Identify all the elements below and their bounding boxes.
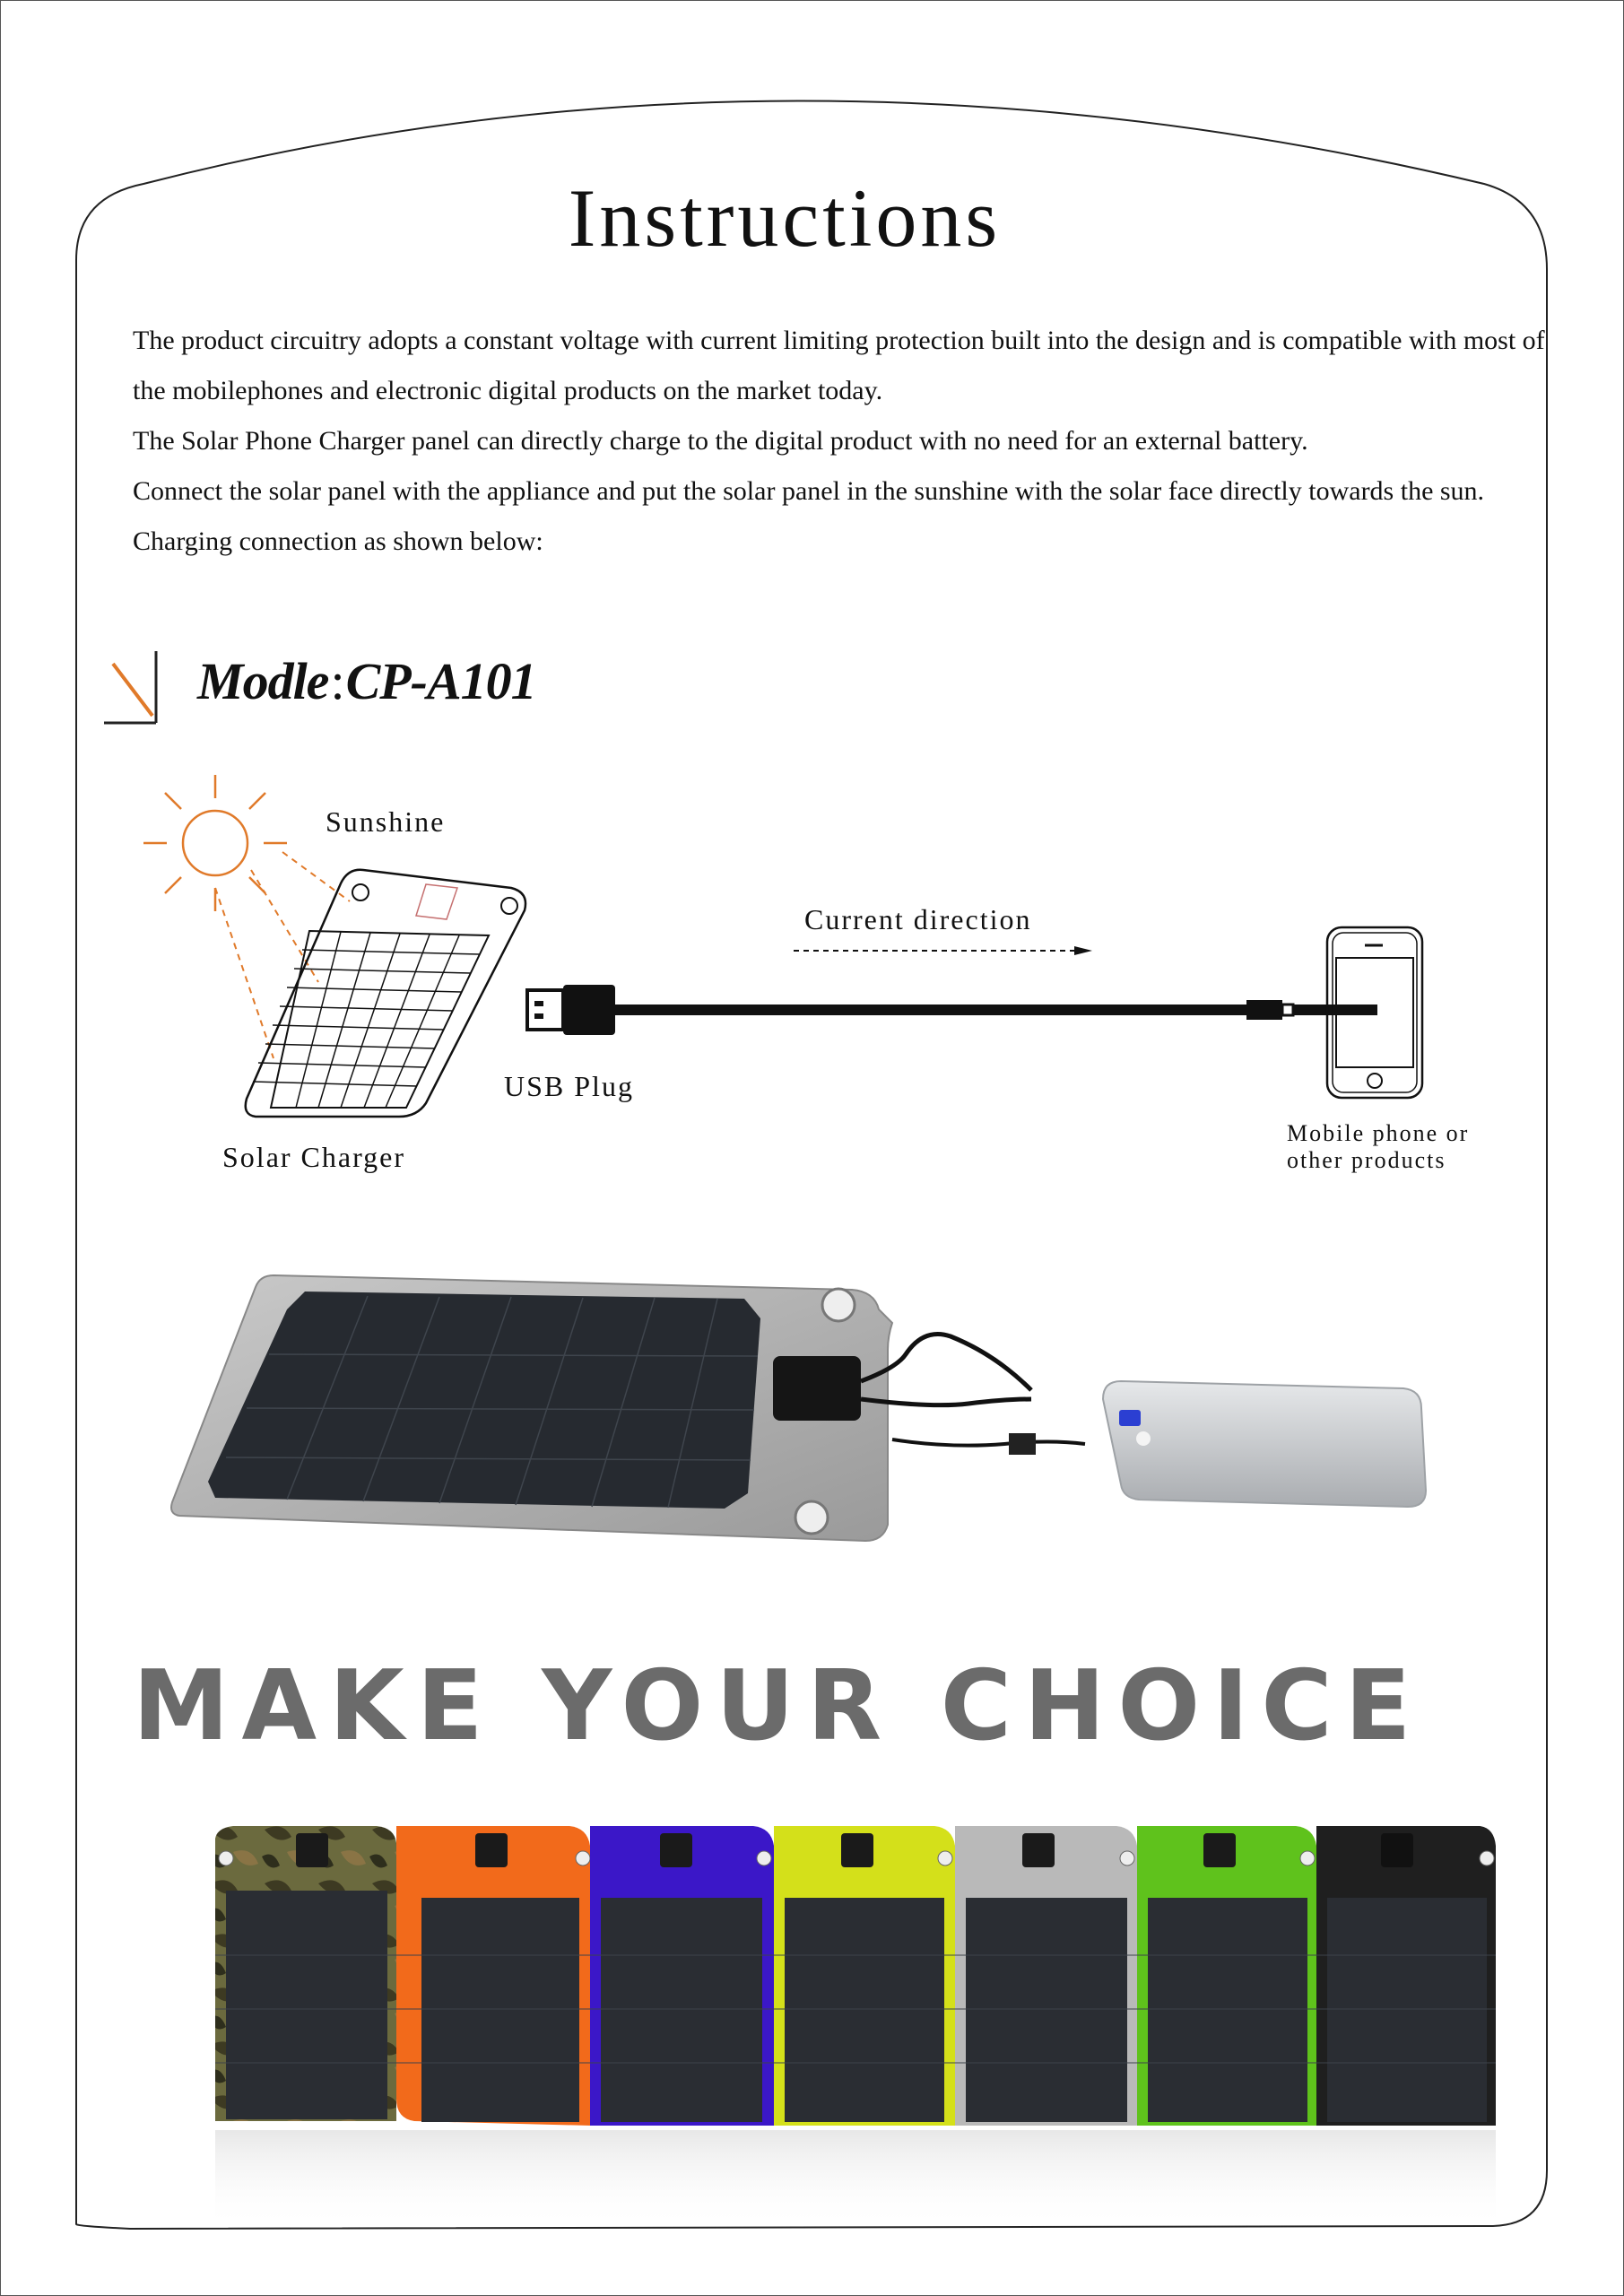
arrow-right-icon (794, 946, 1092, 955)
variant-gray (955, 1826, 1137, 2126)
intro-text (133, 316, 1550, 567)
current-direction-label: Current direction (804, 903, 1032, 935)
intro-paragraph: Connect the solar panel with the appliance and put the solar panel in the sunshine with the solar face directly towards the sun. (133, 476, 1485, 506)
sunshine-label: Sunshine (326, 805, 446, 838)
variant-camouflage (215, 1826, 396, 2121)
model-separator: : (330, 652, 344, 710)
color-variants (206, 1821, 1507, 2251)
choice-heading: MAKE YOUR CHOICE (133, 1650, 1424, 1762)
usb-plug-label: USB Plug (504, 1070, 634, 1102)
variant-black (1316, 1826, 1496, 2126)
model-value: CP-A101 (345, 652, 536, 710)
solar-panel-icon (246, 870, 525, 1117)
page-title: Instructions (568, 172, 1002, 264)
product-photo (161, 1256, 1471, 1561)
model-label: Modle (197, 652, 329, 710)
sun-rays (215, 852, 350, 1058)
solar-charger-label: Solar Charger (222, 1141, 406, 1173)
model-marker-icon (100, 648, 163, 728)
variant-yellow (774, 1826, 955, 2126)
device-label-line1: Mobile phone or (1287, 1120, 1470, 1146)
variant-green (1137, 1826, 1316, 2126)
device-label-line2: other products (1287, 1147, 1446, 1173)
variant-purple (590, 1826, 774, 2126)
intro-paragraph: The Solar Phone Charger panel can directly charge to the digital product with no need for an external battery. (133, 426, 1308, 456)
sun-icon (143, 775, 287, 911)
intro-paragraph: The product circuitry adopts a constant voltage with current limiting protection built into the design and is compatible with most of the mobilephones and electronic digital products on the market today. (133, 326, 1545, 405)
usb-cable-icon (527, 985, 1377, 1035)
intro-paragraph: Charging connection as shown below: (133, 526, 543, 556)
variant-orange (396, 1826, 590, 2126)
model-heading (197, 651, 536, 711)
